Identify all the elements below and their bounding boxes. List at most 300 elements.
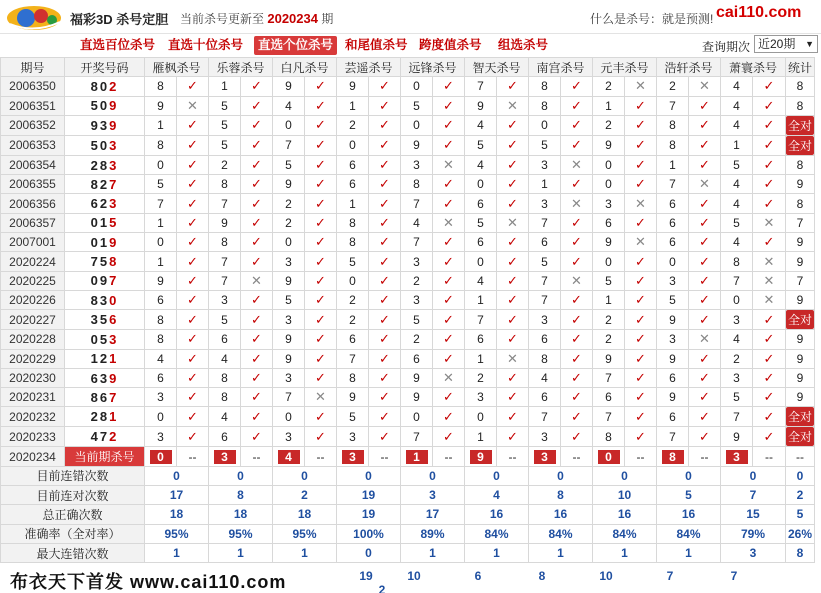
pick-cell: 6 [657,233,689,252]
check-icon: ✓ [689,213,721,232]
summary-value: 1 [593,543,657,562]
cross-icon: ✕ [753,290,786,309]
check-icon: ✓ [177,155,209,174]
check-icon: ✓ [177,368,209,387]
pick-cell: 9 [657,310,689,330]
check-icon: ✓ [689,271,721,290]
pick-cell: 7 [593,407,625,427]
pick-cell: 7 [273,135,305,155]
pick-cell: 2 [657,77,689,96]
pick-cell: 0 [337,135,369,155]
pick-cell: 8 [145,135,177,155]
summary-value: 16 [657,505,721,524]
draw-digit: 0 [90,215,100,231]
pick-cell: 0 [465,175,497,194]
summary-value: 95% [209,524,273,543]
pick-cell: 8 [721,252,753,271]
pick-cell: 7 [273,388,305,407]
pick-cell: 6 [529,233,561,252]
check-icon: ✓ [497,290,529,309]
check-icon: ✓ [497,368,529,387]
column-header: 芸遥杀号 [337,58,401,77]
draw-digit: 5 [90,98,100,114]
draw-digit: 7 [99,429,110,445]
draw-digit: 9 [109,370,119,386]
check-icon: ✓ [625,135,657,155]
summary-value: 84% [593,524,657,543]
pick-cell: 5 [657,290,689,309]
period-cell: 2006356 [1,194,65,213]
stat-cell: 9 [786,290,815,309]
draw-number-cell [65,271,145,290]
pick-cell: 2 [209,155,241,174]
pick-cell: 9 [465,96,497,115]
pick-cell: 5 [465,135,497,155]
column-header: 乐蓉杀号 [209,58,273,77]
stat-cell: 9 [786,233,815,252]
check-icon: ✓ [177,115,209,135]
pick-cell: 4 [721,77,753,96]
footer-tail-value: 19 [359,569,373,583]
draw-digit: 3 [109,196,119,212]
check-icon: ✓ [433,135,465,155]
pick-cell: 6 [465,330,497,349]
check-icon: ✓ [305,349,337,368]
draw-digit: 2 [90,409,100,425]
check-icon: ✓ [241,135,273,155]
cross-icon: ✕ [561,155,593,174]
check-icon: ✓ [433,330,465,349]
check-icon: ✓ [241,194,273,213]
current-pick-box: 3 [342,450,364,464]
draw-digit: 8 [90,176,100,192]
pick-cell: 9 [721,427,753,447]
pick-cell: 6 [145,290,177,309]
check-icon: ✓ [561,252,593,271]
check-icon: ✓ [753,155,786,174]
draw-digit: 1 [99,215,110,231]
check-icon: ✓ [625,115,657,135]
cross-icon: ✕ [305,388,337,407]
pick-cell: 0 [401,115,433,135]
pick-cell: 9 [657,349,689,368]
stat-cell: 9 [786,368,815,387]
pick-cell: 6 [529,388,561,407]
pick-cell: 1 [465,427,497,447]
check-icon: ✓ [625,310,657,330]
check-icon: ✓ [625,407,657,427]
pick-cell: 4 [721,233,753,252]
draw-digit: 7 [90,254,100,270]
check-icon: ✓ [369,135,401,155]
pick-cell: 6 [529,330,561,349]
check-icon: ✓ [625,271,657,290]
check-icon: ✓ [177,290,209,309]
summary-value: 0 [337,466,401,485]
pick-cell: 7 [529,213,561,232]
pick-cell: 8 [657,115,689,135]
pick-cell: 6 [657,194,689,213]
check-icon: ✓ [433,194,465,213]
check-icon: ✓ [177,330,209,349]
check-icon: ✓ [433,233,465,252]
check-icon: ✓ [689,194,721,213]
summary-value: 0 [529,466,593,485]
pick-cell: 6 [593,388,625,407]
pick-cell: 7 [401,233,433,252]
period-cell: 2020233 [1,427,65,447]
check-icon: ✓ [689,96,721,115]
tab-4[interactable]: 跨度值杀号 [419,38,482,52]
period-cell: 2020230 [1,368,65,387]
table-row [1,194,815,213]
check-icon: ✓ [625,427,657,447]
pick-cell: 4 [721,96,753,115]
cross-icon: ✕ [433,368,465,387]
pick-cell: 4 [209,349,241,368]
check-icon: ✓ [689,115,721,135]
draw-digit: 2 [90,157,100,173]
pick-cell: 1 [465,290,497,309]
check-icon: ✓ [753,194,786,213]
check-icon: ✓ [497,252,529,271]
draw-digit: 5 [99,331,110,347]
footer-watermark: 布衣天下首发 www.cai110.com [10,572,287,592]
check-icon: ✓ [241,349,273,368]
summary-row [1,486,815,505]
pick-cell: 6 [657,368,689,387]
check-icon: ✓ [753,175,786,194]
pick-cell: 5 [273,155,305,174]
current-pick-cell [273,447,305,466]
summary-value: 0 [209,466,273,485]
pick-cell: 9 [273,330,305,349]
tab-0[interactable]: 直选百位杀号 [80,38,156,52]
pick-cell: 7 [401,194,433,213]
stat-cell: 8 [786,77,815,96]
draw-digit: 8 [90,78,100,94]
summary-value: 1 [657,543,721,562]
check-icon: ✓ [497,135,529,155]
pick-cell: 9 [401,388,433,407]
cross-icon: ✕ [561,194,593,213]
pick-cell: 0 [145,155,177,174]
draw-digit: 1 [99,234,110,250]
tab-1[interactable]: 直选十位杀号 [168,38,244,52]
column-header: 统计 [786,58,815,77]
pick-cell: 3 [401,252,433,271]
pick-cell: 5 [209,96,241,115]
current-pick-cell [657,447,689,466]
column-header: 远锋杀号 [401,58,465,77]
current-row [1,447,815,466]
pick-cell: 4 [465,155,497,174]
check-icon: ✓ [497,155,529,174]
pick-cell: 2 [465,368,497,387]
check-icon: ✓ [369,349,401,368]
draw-digit: 9 [99,273,110,289]
tab-5[interactable]: 组选杀号 [498,38,549,52]
update-prefix: 当前杀号更新至 [180,12,265,26]
pick-cell: 9 [337,77,369,96]
draw-number-cell [65,252,145,271]
pick-cell: 1 [657,155,689,174]
stat-cell [786,427,815,447]
check-icon: ✓ [241,115,273,135]
tab-3[interactable]: 和尾值杀号 [345,38,408,52]
summary-row [1,524,815,543]
pick-cell: 5 [529,135,561,155]
summary-value: 15 [721,505,786,524]
check-icon: ✓ [369,407,401,427]
summary-value: 0 [593,466,657,485]
check-icon: ✓ [625,252,657,271]
table-row [1,271,815,290]
draw-number-cell [65,427,145,447]
column-header: 期号 [1,58,65,77]
check-icon: ✓ [241,233,273,252]
pick-cell: 8 [209,233,241,252]
summary-value: 2 [786,486,815,505]
check-icon: ✓ [561,115,593,135]
table-row [1,330,815,349]
tab-2[interactable]: 直选个位杀号 [254,36,337,55]
column-header: 智天杀号 [465,58,529,77]
current-pick-box: 1 [406,450,428,464]
check-icon: ✓ [241,252,273,271]
table-row [1,96,815,115]
check-icon: ✓ [369,233,401,252]
check-icon: ✓ [369,427,401,447]
pick-cell: 5 [337,407,369,427]
pick-cell: 0 [273,407,305,427]
pick-cell: 9 [401,135,433,155]
cross-icon: ✕ [753,252,786,271]
placeholder-cell: -- [433,447,465,466]
pick-cell: 0 [721,290,753,309]
check-icon: ✓ [753,330,786,349]
pick-cell: 5 [721,155,753,174]
summary-value: 17 [145,486,209,505]
pick-cell: 9 [273,349,305,368]
pick-cell: 9 [401,368,433,387]
check-icon: ✓ [753,427,786,447]
update-suffix: 期 [321,12,334,26]
draw-digit: 2 [99,351,110,367]
all-correct-badge: 全对 [786,116,814,135]
check-icon: ✓ [177,271,209,290]
pick-cell: 8 [337,213,369,232]
pick-cell: 2 [273,213,305,232]
period-cell: 2006350 [1,77,65,96]
pick-cell: 3 [209,290,241,309]
pick-cell: 4 [529,368,561,387]
pick-cell: 3 [465,388,497,407]
check-icon: ✓ [305,194,337,213]
draw-digit: 5 [99,312,110,328]
summary-value: 84% [465,524,529,543]
pick-cell: 7 [209,252,241,271]
current-pick-box: 0 [150,450,172,464]
draw-digit: 0 [90,273,100,289]
check-icon: ✓ [305,290,337,309]
summary-value: 100% [337,524,401,543]
table-row [1,155,815,174]
draw-digit: 6 [90,196,100,212]
pick-cell: 5 [721,213,753,232]
draw-digit: 5 [109,215,119,231]
current-pick-box: 8 [662,450,684,464]
all-correct-badge: 全对 [786,407,814,426]
cross-icon: ✕ [753,271,786,290]
check-icon: ✓ [241,427,273,447]
pick-cell: 2 [401,330,433,349]
period-cell: 2020232 [1,407,65,427]
pick-cell: 8 [337,233,369,252]
current-pick-box: 3 [214,450,236,464]
stat-cell: 7 [786,271,815,290]
check-icon: ✓ [689,155,721,174]
column-header: 萧寰杀号 [721,58,786,77]
period-cell: 2020225 [1,271,65,290]
check-icon: ✓ [689,388,721,407]
pick-cell: 0 [401,77,433,96]
pick-cell: 2 [337,115,369,135]
summary-value: 1 [465,543,529,562]
check-icon: ✓ [369,330,401,349]
table-row [1,349,815,368]
draw-digit: 8 [99,157,110,173]
summary-value: 17 [401,505,465,524]
summary-value: 16 [593,505,657,524]
period-cell: 2006352 [1,115,65,135]
pick-cell: 2 [337,290,369,309]
check-icon: ✓ [305,310,337,330]
placeholder-cell: -- [689,447,721,466]
period-select-value: 近20期 [758,37,796,51]
draw-number-cell [65,135,145,155]
summary-value: 26% [786,524,815,543]
check-icon: ✓ [305,407,337,427]
summary-value: 18 [273,505,337,524]
update-period: 2020234 [267,11,318,26]
placeholder-cell: -- [625,447,657,466]
pick-cell: 8 [593,427,625,447]
summary-value: 0 [337,543,401,562]
pick-cell: 9 [273,175,305,194]
check-icon: ✓ [433,310,465,330]
check-icon: ✓ [305,233,337,252]
check-icon: ✓ [561,427,593,447]
pick-cell: 7 [465,310,497,330]
current-pick-box: 4 [278,450,300,464]
placeholder-cell: -- [241,447,273,466]
pick-cell: 3 [721,368,753,387]
pick-cell: 7 [721,271,753,290]
check-icon: ✓ [177,407,209,427]
period-cell: 2006351 [1,96,65,115]
pick-cell: 5 [337,252,369,271]
pick-cell: 3 [273,427,305,447]
pick-cell: 5 [593,271,625,290]
draw-digit: 7 [109,176,119,192]
check-icon: ✓ [369,388,401,407]
cross-icon: ✕ [497,213,529,232]
check-icon: ✓ [497,233,529,252]
pick-cell: 0 [145,407,177,427]
period-select[interactable] [754,35,818,53]
pick-cell: 3 [529,310,561,330]
current-pick-cell [209,447,241,466]
footer-tail-value: 10 [599,569,613,583]
draw-digit: 8 [90,292,100,308]
current-pick-box: 3 [534,450,556,464]
stat-cell: 8 [786,155,815,174]
table-row [1,310,815,330]
placeholder-cell: -- [369,447,401,466]
summary-value: 1 [401,543,465,562]
draw-digit: 1 [109,351,119,367]
pick-cell: 6 [209,330,241,349]
promo-text[interactable]: 什么是杀号：就是预测! [590,12,714,26]
summary-value: 0 [401,466,465,485]
stat-cell: 9 [786,349,815,368]
draw-digit: 0 [99,137,110,153]
summary-value: 0 [786,466,815,485]
stat-cell: 8 [786,194,815,213]
period-cell: 2020229 [1,349,65,368]
pick-cell: 2 [273,194,305,213]
pick-cell: 9 [593,233,625,252]
pick-cell: 7 [401,427,433,447]
check-icon: ✓ [625,349,657,368]
check-icon: ✓ [753,115,786,135]
pick-cell: 4 [401,213,433,232]
stat-cell: 8 [786,96,815,115]
summary-value: 8 [529,486,593,505]
cross-icon: ✕ [689,77,721,96]
pick-cell: 8 [145,330,177,349]
pick-cell: 5 [529,252,561,271]
pick-cell: 6 [593,213,625,232]
stat-cell: 9 [786,252,815,271]
pick-cell: 2 [593,115,625,135]
draw-number-cell [65,388,145,407]
check-icon: ✓ [177,135,209,155]
check-icon: ✓ [177,233,209,252]
draw-digit: 2 [109,78,119,94]
current-pick-box: 0 [598,450,620,464]
pick-cell: 4 [465,115,497,135]
period-cell: 2020226 [1,290,65,309]
stat-cell [786,407,815,427]
draw-digit: 9 [109,117,119,133]
summary-value: 1 [273,543,337,562]
check-icon: ✓ [305,213,337,232]
pick-cell: 2 [593,77,625,96]
pick-cell: 1 [145,252,177,271]
check-icon: ✓ [433,252,465,271]
site-brand[interactable]: cai110.com [716,4,802,21]
stat-cell [786,310,815,330]
pick-cell: 6 [465,194,497,213]
check-icon: ✓ [305,155,337,174]
draw-number-cell [65,77,145,96]
cross-icon: ✕ [433,155,465,174]
pick-cell: 3 [593,194,625,213]
check-icon: ✓ [689,368,721,387]
current-pick-cell [465,447,497,466]
